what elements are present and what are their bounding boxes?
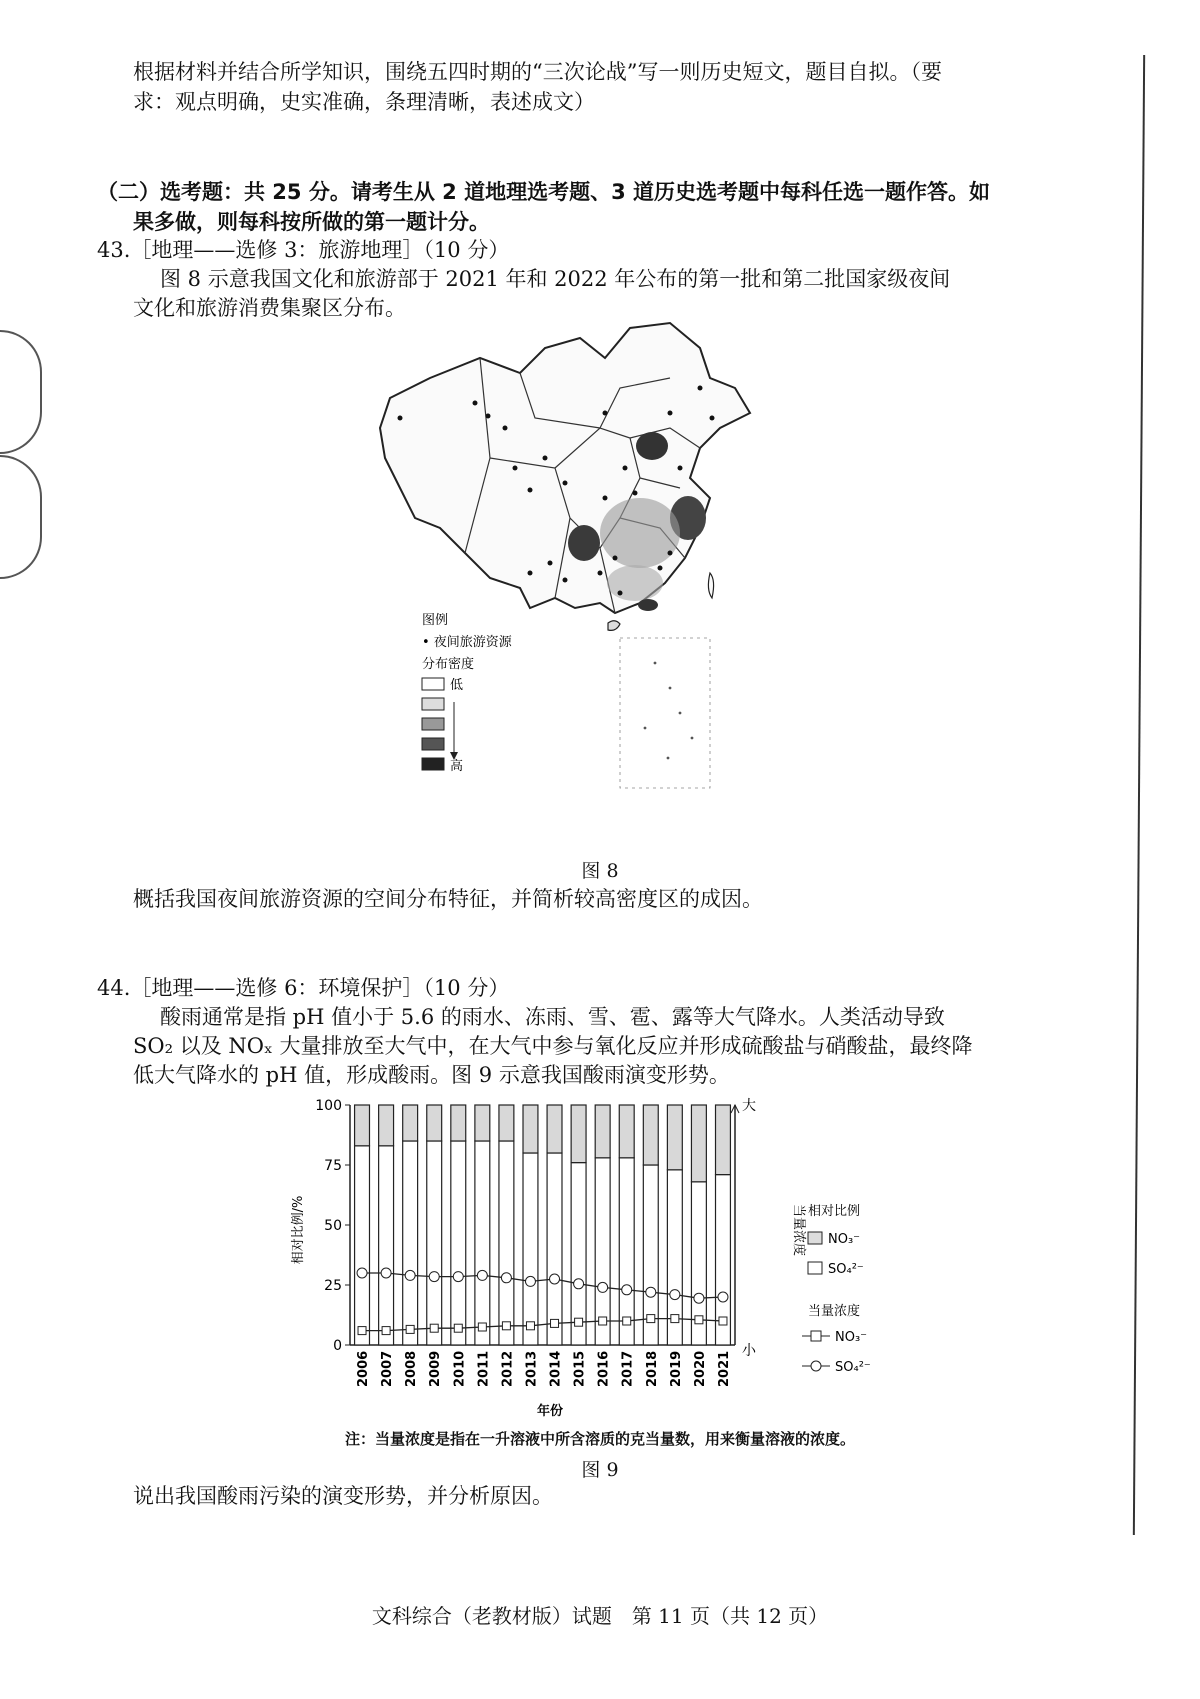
q43-header: 43.［地理——选修 3：旅游地理］（10 分） (97, 238, 510, 262)
point-no3 (575, 1318, 583, 1326)
bar-no3 (571, 1105, 586, 1163)
bar-no3 (427, 1105, 442, 1141)
point-no3 (382, 1327, 390, 1335)
legend-title: 图例 (422, 613, 449, 628)
scan-edge-mark (0, 455, 42, 579)
point-no3 (526, 1322, 534, 1330)
x-tick-label: 2021 (716, 1350, 732, 1387)
right-axis-top-label: 大 (742, 1098, 756, 1114)
legend-conc-no3-marker (811, 1331, 821, 1341)
bar-no3 (667, 1105, 682, 1170)
point-so4 (357, 1268, 367, 1278)
legend-ratio-no3-swatch (808, 1232, 822, 1244)
bar-no3 (595, 1105, 610, 1158)
point-no3 (551, 1319, 559, 1327)
x-tick-label: 2007 (380, 1350, 396, 1387)
page-footer: 文科综合（老教材版）试题 第 11 页（共 12 页） (371, 1604, 829, 1628)
x-tick-label: 2017 (620, 1350, 636, 1387)
q43-question: 概括我国夜间旅游资源的空间分布特征，并简析较高密度区的成因。 (133, 887, 763, 911)
point-so4 (622, 1285, 632, 1295)
figure-9-chart (280, 1090, 940, 1420)
point-so4 (525, 1276, 535, 1286)
q44-intro-line3: 低大气降水的 pH 值，形成酸雨。图 9 示意我国酸雨演变形势。 (133, 1063, 730, 1087)
right-axis-title: 当量浓度 (791, 1203, 806, 1257)
legend-conc-title: 当量浓度 (808, 1304, 861, 1319)
bar-no3 (499, 1105, 514, 1141)
section-header-line1: （二）选考题：共 25 分。请考生从 2 道地理选考题、3 道历史选考题中每科任选一题作答。如 (97, 180, 990, 204)
q42-tail-line1: 根据材料并结合所学知识，围绕五四时期的“三次论战”写一则历史短文，题目自拟。（要 (133, 60, 942, 84)
y-tick-label: 25 (324, 1278, 342, 1294)
figure-9-note: 注：当量浓度是指在一升溶液中所含溶质的克当量数，用来衡量溶液的浓度。 (344, 1430, 855, 1448)
point-so4 (381, 1268, 391, 1278)
bar-so4 (523, 1153, 538, 1345)
bar-no3 (691, 1105, 706, 1182)
bar-no3 (475, 1105, 490, 1141)
bar-no3 (619, 1105, 634, 1158)
legend-conc-so4-label: SO₄²⁻ (835, 1360, 871, 1375)
point-no3 (478, 1323, 486, 1331)
density-high-sichuan (568, 525, 600, 561)
bar-no3 (523, 1105, 538, 1153)
bar-so4 (451, 1141, 466, 1345)
y-tick-label: 75 (324, 1158, 342, 1174)
y-tick-label: 100 (315, 1098, 342, 1114)
taiwan-island (708, 573, 713, 598)
x-tick-label: 2011 (476, 1350, 492, 1387)
density-mid-central (600, 498, 680, 568)
legend-ratio-so4-swatch (808, 1262, 822, 1274)
bar-no3 (547, 1105, 562, 1153)
density-high-pearl-delta (638, 599, 658, 611)
q44-question: 说出我国酸雨污染的演变形势，并分析原因。 (133, 1484, 553, 1508)
point-no3 (671, 1315, 679, 1323)
south-sea-inset (620, 638, 710, 788)
point-so4 (694, 1293, 704, 1303)
x-tick-label: 2008 (404, 1350, 420, 1387)
figure-8-map (370, 318, 810, 798)
point-no3 (719, 1317, 727, 1325)
y-tick-label: 50 (324, 1218, 342, 1234)
bar-no3 (643, 1105, 658, 1165)
x-tick-label: 2015 (572, 1350, 588, 1387)
point-no3 (406, 1325, 414, 1333)
bar-no3 (355, 1105, 370, 1146)
right-axis-bottom-label: 小 (742, 1343, 756, 1359)
bar-so4 (571, 1163, 586, 1345)
y-axis-title: 相对比例/% (291, 1195, 306, 1265)
point-no3 (430, 1324, 438, 1332)
point-so4 (453, 1272, 463, 1282)
x-tick-label: 2019 (668, 1350, 684, 1387)
legend-conc-no3-label: NO₃⁻ (835, 1330, 868, 1345)
hainan-island (608, 621, 620, 631)
point-no3 (599, 1317, 607, 1325)
x-tick-label: 2009 (428, 1350, 444, 1387)
bar-so4 (427, 1141, 442, 1345)
bar-so4 (475, 1141, 490, 1345)
x-axis-title: 年份 (536, 1404, 564, 1419)
bar-so4 (379, 1146, 394, 1345)
point-so4 (550, 1274, 560, 1284)
legend-dot-label: • 夜间旅游资源 (422, 635, 512, 650)
q43-intro-line2: 文化和旅游消费集聚区分布。 (133, 296, 406, 320)
point-no3 (647, 1315, 655, 1323)
legend-low: 低 (450, 678, 464, 693)
point-so4 (718, 1292, 728, 1302)
point-so4 (405, 1270, 415, 1280)
bar-no3 (451, 1105, 466, 1141)
x-tick-label: 2006 (356, 1350, 372, 1387)
bar-so4 (499, 1141, 514, 1345)
point-so4 (574, 1279, 584, 1289)
q44-intro-line2: SO₂ 以及 NOₓ 大量排放至大气中，在大气中参与氧化反应并形成硫酸盐与硝酸盐，最终降 (133, 1034, 973, 1058)
q44-header: 44.［地理——选修 6：环境保护］（10 分） (97, 976, 510, 1000)
legend-high: 高 (450, 759, 464, 774)
point-no3 (358, 1327, 366, 1335)
q44-intro-line1: 酸雨通常是指 pH 值小于 5.6 的雨水、冻雨、雪、雹、露等大气降水。人类活动导致 (160, 1005, 945, 1029)
x-tick-label: 2020 (692, 1350, 708, 1387)
x-tick-label: 2018 (644, 1350, 660, 1387)
legend-ratio-title: 相对比例 (808, 1204, 861, 1219)
density-legend-swatches (422, 678, 444, 770)
density-mid-south (607, 565, 663, 601)
y-tick-label: 0 (333, 1338, 342, 1354)
q43-intro-line1: 图 8 示意我国文化和旅游部于 2021 年和 2022 年公布的第一批和第二批国家级夜间 (160, 267, 951, 291)
point-no3 (695, 1316, 703, 1324)
point-so4 (477, 1270, 487, 1280)
x-tick-label: 2010 (452, 1350, 468, 1387)
bar-no3 (379, 1105, 394, 1146)
bar-so4 (547, 1153, 562, 1345)
point-so4 (429, 1272, 439, 1282)
south-sea-islands (644, 662, 694, 760)
bar-no3 (403, 1105, 418, 1141)
point-so4 (501, 1273, 511, 1283)
point-no3 (502, 1322, 510, 1330)
point-so4 (598, 1282, 608, 1292)
legend-density-label: 分布密度 (422, 657, 475, 672)
page-margin-rule (1133, 55, 1145, 1535)
china-outline (380, 323, 750, 613)
density-high-beijing (636, 432, 668, 460)
bar-so4 (403, 1141, 418, 1345)
x-tick-label: 2014 (548, 1350, 564, 1387)
scan-edge-mark (0, 330, 42, 454)
point-so4 (670, 1290, 680, 1300)
q42-tail-line2: 求：观点明确，史实准确，条理清晰，表述成文） (133, 90, 595, 114)
legend-ratio-no3-label: NO₃⁻ (828, 1232, 861, 1247)
bar-no3 (716, 1105, 731, 1175)
figure-9-caption: 图 9 (581, 1459, 619, 1481)
x-tick-label: 2016 (596, 1350, 612, 1387)
bar-so4 (355, 1146, 370, 1345)
figure-8-caption: 图 8 (581, 860, 619, 882)
x-tick-label: 2012 (500, 1350, 516, 1387)
point-no3 (454, 1324, 462, 1332)
x-tick-label: 2013 (524, 1350, 540, 1387)
legend-conc-so4-marker (811, 1361, 821, 1371)
section-header-line2: 果多做，则每科按所做的第一题计分。 (133, 210, 490, 234)
point-no3 (623, 1317, 631, 1325)
point-so4 (646, 1287, 656, 1297)
legend-ratio-so4-label: SO₄²⁻ (828, 1262, 864, 1277)
